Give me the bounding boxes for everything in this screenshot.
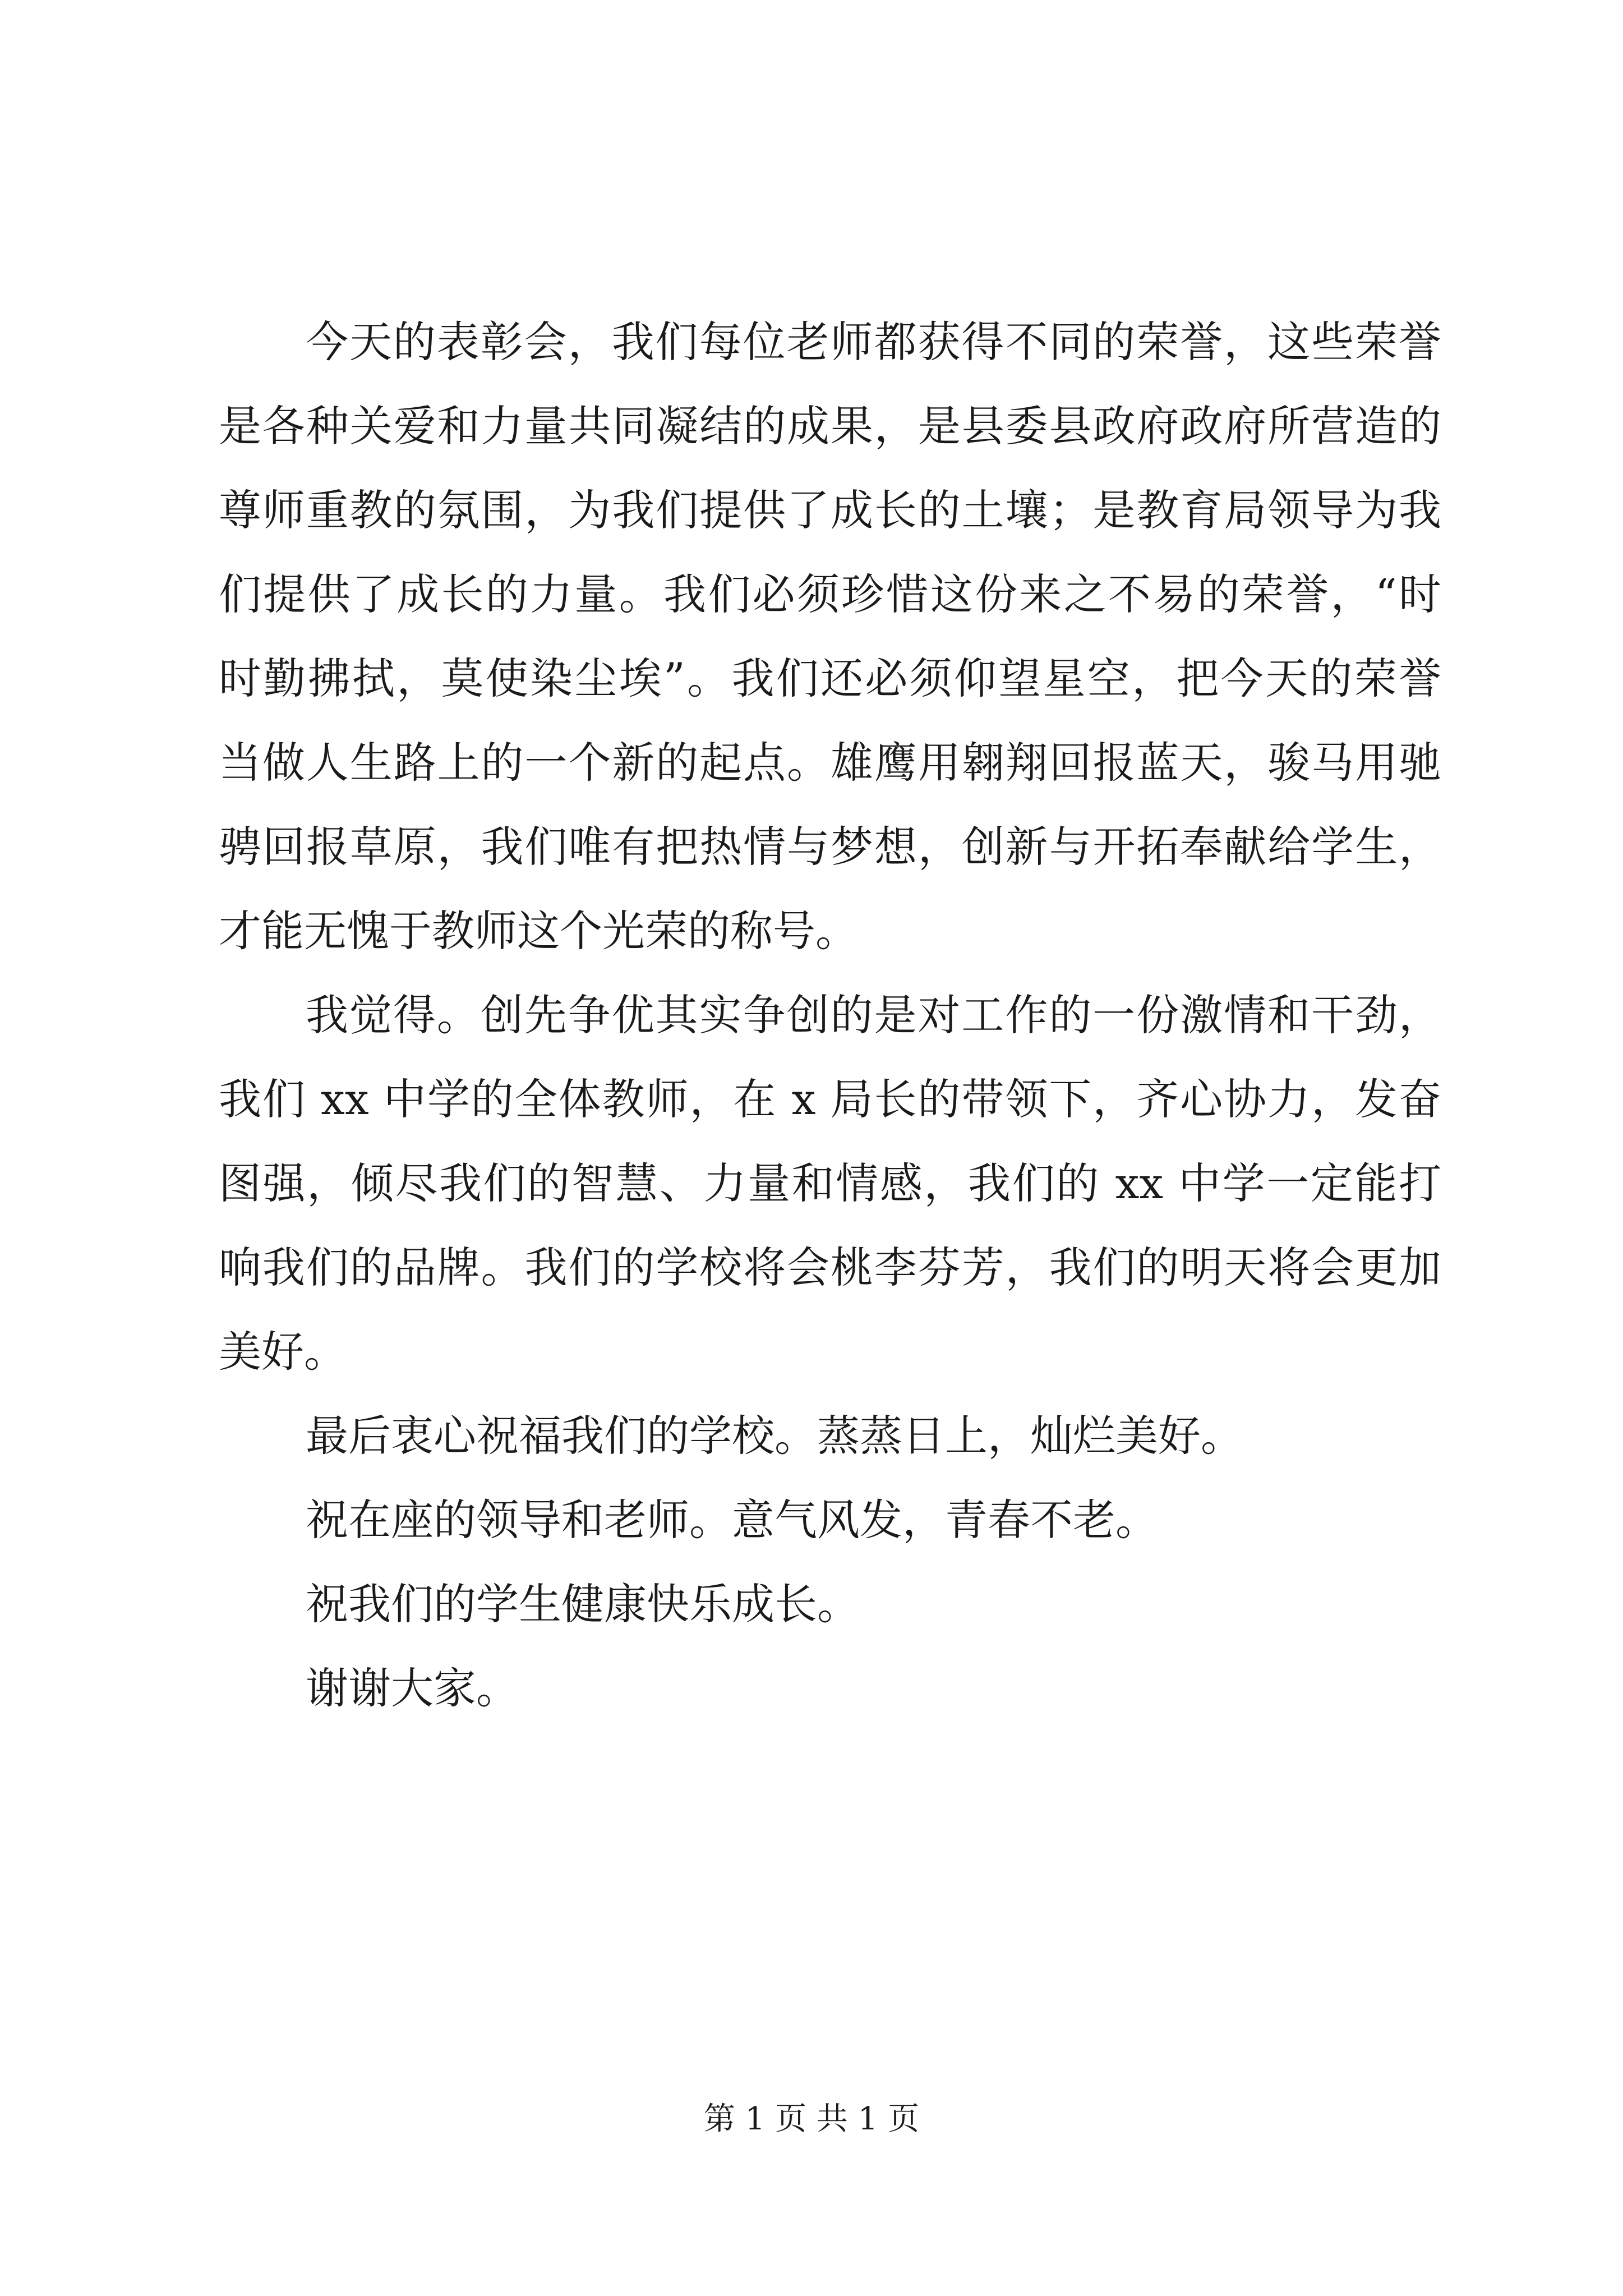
closing-line-2: 祝在座的领导和老师。意气风发，青春不老。 bbox=[306, 1495, 1158, 1545]
paragraph-1-line-5: 时勤拂拭，莫使染尘埃”。我们还必须仰望星空，把今天的荣誉 bbox=[219, 654, 1441, 703]
paragraph-1-line-3: 尊师重教的氛围，为我们提供了成长的土壤；是教育局领导为我 bbox=[219, 485, 1441, 535]
paragraph-2-line-4: 响我们的品牌。我们的学校将会桃李芬芳，我们的明天将会更加 bbox=[219, 1243, 1441, 1292]
paragraph-1-line-1: 今天的表彰会，我们每位老师都获得不同的荣誉，这些荣誉 bbox=[306, 317, 1441, 367]
paragraph-1-line-4: 们提供了成长的力量。我们必须珍惜这份来之不易的荣誉，“时 bbox=[219, 569, 1441, 619]
paragraph-1-line-2: 是各种关爱和力量共同凝结的成果，是县委县政府政府所营造的 bbox=[219, 401, 1441, 451]
closing-line-1: 最后衷心祝福我们的学校。蒸蒸日上，灿烂美好。 bbox=[306, 1411, 1243, 1461]
closing-line-3: 祝我们的学生健康快乐成长。 bbox=[306, 1579, 860, 1629]
page-footer: 第 1 页 共 1 页 bbox=[703, 2101, 920, 2137]
paragraph-1-line-8: 才能无愧于教师这个光荣的称号。 bbox=[219, 906, 858, 956]
paragraph-1-line-7: 骋回报草原，我们唯有把热情与梦想，创新与开拓奉献给学生， bbox=[219, 822, 1441, 872]
paragraph-2-line-1: 我觉得。创先争优其实争创的是对工作的一份激情和干劲， bbox=[306, 990, 1441, 1040]
paragraph-1-line-6: 当做人生路上的一个新的起点。雄鹰用翱翔回报蓝天，骏马用驰 bbox=[219, 738, 1441, 788]
paragraph-2-line-5: 美好。 bbox=[219, 1327, 347, 1377]
paragraph-2-line-3: 图强，倾尽我们的智慧、力量和情感，我们的 xx 中学一定能打 bbox=[219, 1158, 1441, 1208]
closing-line-4: 谢谢大家。 bbox=[306, 1663, 519, 1713]
paragraph-2-line-2: 我们 xx 中学的全体教师，在 x 局长的带领下，齐心协力，发奋 bbox=[219, 1074, 1441, 1124]
